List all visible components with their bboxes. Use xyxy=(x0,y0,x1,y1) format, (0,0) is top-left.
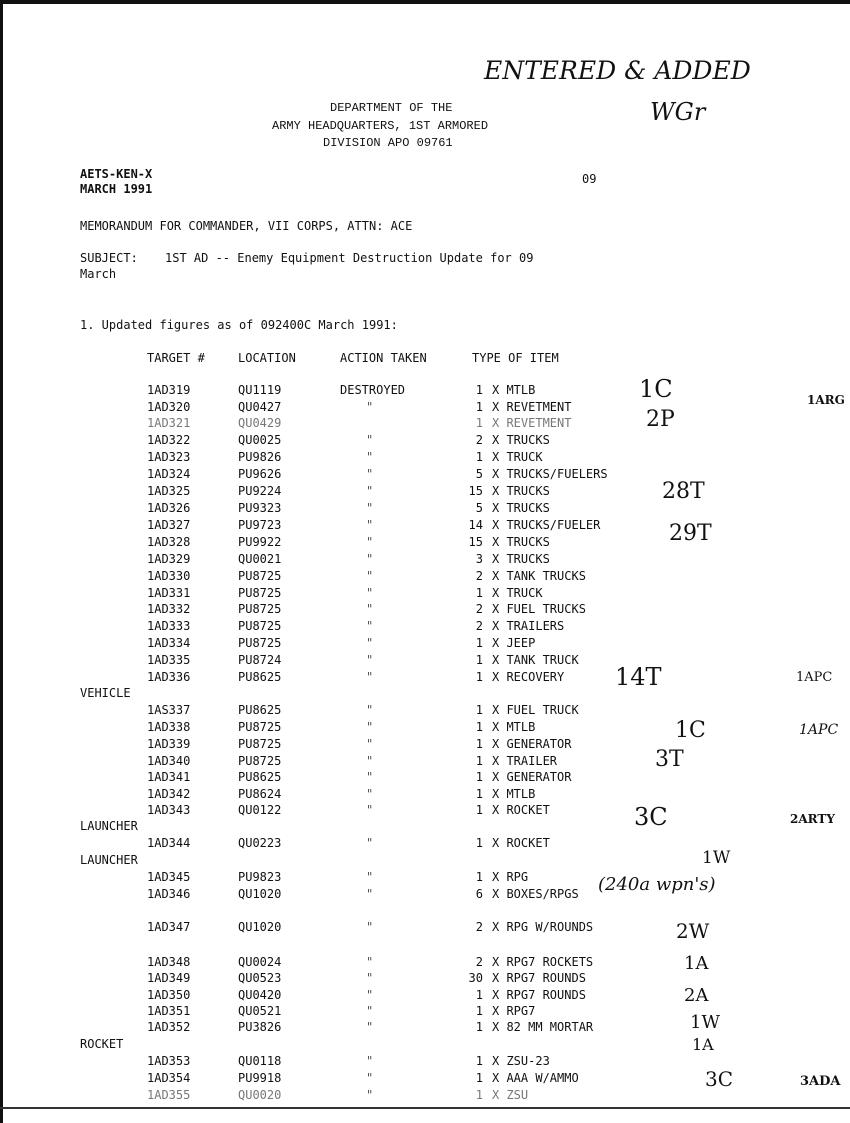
cell-quantity: 1 xyxy=(475,636,483,650)
note-3c-a: 3C xyxy=(634,803,668,831)
note-1c-b: 1C xyxy=(675,718,706,743)
cell-item: X TRUCKS xyxy=(492,535,550,549)
cell-quantity: 1 xyxy=(475,720,483,734)
cell-quantity: 2 xyxy=(475,433,483,447)
cell-action: " xyxy=(366,955,374,969)
row-continuation: LAUNCHER xyxy=(80,819,138,833)
cell-location: PU8725 xyxy=(238,636,282,650)
cell-location: QU0523 xyxy=(238,971,282,985)
cell-target: 1AD341 xyxy=(147,770,191,784)
cell-quantity: 1 xyxy=(475,754,483,768)
cell-quantity: 1 xyxy=(475,1071,483,1085)
cell-quantity: 3 xyxy=(475,552,483,566)
cell-target: 1AD338 xyxy=(147,720,191,734)
cell-item: X ZSU xyxy=(492,1088,529,1102)
note-1arg: 1ARG xyxy=(807,393,845,407)
cell-action: " xyxy=(366,400,374,414)
cell-action: " xyxy=(366,720,374,734)
cell-action: " xyxy=(366,703,374,717)
cell-location: QU0020 xyxy=(238,1088,282,1102)
cell-item: X TRUCKS xyxy=(492,433,550,447)
cell-action: " xyxy=(366,484,374,498)
cell-item: X TANK TRUCKS xyxy=(492,569,586,583)
cell-quantity: 1 xyxy=(475,870,483,884)
paragraph-1: 1. Updated figures as of 092400C March 1991: xyxy=(80,318,398,332)
cell-item: X ROCKET xyxy=(492,803,550,817)
cell-target: 1AD329 xyxy=(147,552,191,566)
cell-item: X MTLB xyxy=(492,787,536,801)
cell-action: " xyxy=(366,988,374,1002)
cell-action: " xyxy=(366,920,374,934)
cell-action: " xyxy=(366,870,374,884)
cell-target: 1AD349 xyxy=(147,971,191,985)
cell-target: 1AD320 xyxy=(147,400,191,414)
cell-target: 1AD347 xyxy=(147,920,191,934)
cell-action: " xyxy=(366,1020,374,1034)
cell-item: X TRAILERS xyxy=(492,619,565,633)
row-continuation: LAUNCHER xyxy=(80,853,138,867)
memo-date: MARCH 1991 xyxy=(80,182,153,196)
cell-target: 1AD335 xyxy=(147,653,191,667)
cell-location: PU8725 xyxy=(238,586,282,600)
cell-target: 1AD352 xyxy=(147,1020,191,1034)
cell-item: X RPG W/ROUNDS xyxy=(492,920,594,934)
header-action: ACTION TAKEN xyxy=(340,351,427,365)
cell-action: " xyxy=(366,1054,374,1068)
cell-target: 1AD344 xyxy=(147,836,191,850)
cell-quantity: 15 xyxy=(468,535,483,549)
cell-location: PU8724 xyxy=(238,653,282,667)
cell-target: 1AD355 xyxy=(147,1088,191,1102)
cell-item: X TRUCKS xyxy=(492,552,550,566)
note-1apc-a: 1APC xyxy=(796,670,833,685)
scan-border-left xyxy=(0,0,3,1123)
cell-quantity: 1 xyxy=(475,383,483,397)
cell-item: X MTLB xyxy=(492,720,536,734)
cell-location: QU0420 xyxy=(238,988,282,1002)
note-2a: 2A xyxy=(684,985,709,1006)
cell-target: 1AD323 xyxy=(147,450,191,464)
note-1c-a: 1C xyxy=(639,375,673,403)
cell-item: X FUEL TRUCKS xyxy=(492,602,586,616)
note-3ada: 3ADA xyxy=(800,1074,841,1089)
handwritten-entered-added: ENTERED & ADDED xyxy=(484,56,751,85)
cell-action: " xyxy=(366,636,374,650)
cell-action: " xyxy=(366,1088,374,1102)
cell-item: X AAA W/AMMO xyxy=(492,1071,579,1085)
cell-quantity: 2 xyxy=(475,619,483,633)
note-29t: 29T xyxy=(669,521,712,546)
handwritten-initials: WGr xyxy=(650,98,706,126)
cell-item: X ZSU-23 xyxy=(492,1054,550,1068)
cell-quantity: 1 xyxy=(475,1054,483,1068)
cell-item: X TRUCK xyxy=(492,586,543,600)
cell-action: " xyxy=(366,754,374,768)
cell-target: 1AD351 xyxy=(147,1004,191,1018)
cell-quantity: 2 xyxy=(475,569,483,583)
cell-action: " xyxy=(366,737,374,751)
cell-item: X RPG xyxy=(492,870,529,884)
cell-location: QU0118 xyxy=(238,1054,282,1068)
cell-quantity: 1 xyxy=(475,737,483,751)
subject-label: SUBJECT: xyxy=(80,251,138,265)
note-14t: 14T xyxy=(615,663,662,691)
subject-line-2: March xyxy=(80,267,117,281)
cell-target: 1AD345 xyxy=(147,870,191,884)
cell-target: 1AD331 xyxy=(147,586,191,600)
cell-quantity: 2 xyxy=(475,920,483,934)
cell-target: 1AD354 xyxy=(147,1071,191,1085)
cell-quantity: 1 xyxy=(475,586,483,600)
cell-action: " xyxy=(366,1071,374,1085)
cell-item: X RPG7 ROUNDS xyxy=(492,971,586,985)
cell-target: 1AD336 xyxy=(147,670,191,684)
cell-target: 1AD334 xyxy=(147,636,191,650)
cell-location: QU0024 xyxy=(238,955,282,969)
memo-day: 09 xyxy=(582,172,597,186)
cell-item: X ROCKET xyxy=(492,836,550,850)
cell-location: PU9918 xyxy=(238,1071,282,1085)
cell-item: X TRUCKS/FUELERS xyxy=(492,467,608,481)
cell-quantity: 5 xyxy=(475,501,483,515)
cell-location: PU9922 xyxy=(238,535,282,549)
cell-item: X JEEP xyxy=(492,636,536,650)
note-2arty: 2ARTY xyxy=(790,812,835,826)
cell-action: " xyxy=(366,619,374,633)
cell-quantity: 15 xyxy=(468,484,483,498)
cell-location: PU8625 xyxy=(238,703,282,717)
cell-target: 1AD343 xyxy=(147,803,191,817)
cell-action: " xyxy=(366,552,374,566)
cell-action: " xyxy=(366,518,374,532)
cell-action: " xyxy=(366,450,374,464)
cell-item: X TRUCKS xyxy=(492,484,550,498)
cell-target: 1AD353 xyxy=(147,1054,191,1068)
cell-location: PU8625 xyxy=(238,670,282,684)
letterhead-line-1: DEPARTMENT OF THE xyxy=(330,101,453,115)
note-1w-b: 1W xyxy=(690,1012,720,1033)
cell-location: QU0025 xyxy=(238,433,282,447)
cell-item: X REVETMENT xyxy=(492,416,572,430)
cell-quantity: 1 xyxy=(475,770,483,784)
cell-target: 1AD330 xyxy=(147,569,191,583)
cell-quantity: 1 xyxy=(475,1088,483,1102)
row-continuation: VEHICLE xyxy=(80,686,131,700)
header-target: TARGET # xyxy=(147,351,205,365)
cell-item: X FUEL TRUCK xyxy=(492,703,579,717)
cell-item: X RPG7 ROUNDS xyxy=(492,988,586,1002)
cell-location: QU0429 xyxy=(238,416,282,430)
note-2w: 2W xyxy=(676,919,710,943)
cell-item: X BOXES/RPGS xyxy=(492,887,579,901)
cell-item: X RPG7 xyxy=(492,1004,536,1018)
cell-action: " xyxy=(366,467,374,481)
cell-location: PU8725 xyxy=(238,720,282,734)
cell-quantity: 5 xyxy=(475,467,483,481)
cell-location: PU9323 xyxy=(238,501,282,515)
cell-location: PU8624 xyxy=(238,787,282,801)
cell-action: " xyxy=(366,887,374,901)
cell-location: QU0427 xyxy=(238,400,282,414)
cell-location: PU8625 xyxy=(238,770,282,784)
cell-location: PU9826 xyxy=(238,450,282,464)
letterhead-line-2: ARMY HEADQUARTERS, 1ST ARMORED xyxy=(272,119,489,133)
cell-action: " xyxy=(366,653,374,667)
cell-location: PU9224 xyxy=(238,484,282,498)
note-1apc-b: 1APC xyxy=(799,722,839,738)
cell-quantity: 1 xyxy=(475,1004,483,1018)
cell-target: 1AD350 xyxy=(147,988,191,1002)
cell-target: 1AD325 xyxy=(147,484,191,498)
cell-action: " xyxy=(366,586,374,600)
cell-action: " xyxy=(366,535,374,549)
subject-line-1: 1ST AD -- Enemy Equipment Destruction Update for 09 xyxy=(165,251,534,265)
cell-location: QU0021 xyxy=(238,552,282,566)
cell-action: " xyxy=(366,971,374,985)
cell-item: X TRUCK xyxy=(492,450,543,464)
cell-item: X TRAILER xyxy=(492,754,558,768)
scan-border-top xyxy=(0,0,850,4)
cell-location: QU0223 xyxy=(238,836,282,850)
note-240-weapons: (240a wpn's) xyxy=(598,874,716,895)
cell-target: 1AD324 xyxy=(147,467,191,481)
letterhead-line-3: DIVISION APO 09761 xyxy=(323,136,453,150)
cell-item: X RPG7 ROCKETS xyxy=(492,955,594,969)
cell-item: X TRUCKS xyxy=(492,501,550,515)
cell-location: PU8725 xyxy=(238,602,282,616)
cell-quantity: 1 xyxy=(475,988,483,1002)
cell-location: PU8725 xyxy=(238,737,282,751)
cell-item: X GENERATOR xyxy=(492,737,572,751)
row-continuation: ROCKET xyxy=(80,1037,124,1051)
cell-action: " xyxy=(366,501,374,515)
cell-item: X REVETMENT xyxy=(492,400,572,414)
cell-item: X TRUCKS/FUELER xyxy=(492,518,601,532)
cell-target: 1AD333 xyxy=(147,619,191,633)
cell-target: 1AD346 xyxy=(147,887,191,901)
office-symbol: AETS-KEN-X xyxy=(80,167,153,181)
cell-target: 1AD319 xyxy=(147,383,191,397)
cell-target: 1AD342 xyxy=(147,787,191,801)
cell-quantity: 1 xyxy=(475,787,483,801)
cell-action: " xyxy=(366,569,374,583)
note-3c-b: 3C xyxy=(705,1067,734,1091)
cell-location: PU8725 xyxy=(238,569,282,583)
note-1a-b: 1A xyxy=(692,1035,714,1054)
cell-location: QU0521 xyxy=(238,1004,282,1018)
cell-location: QU1119 xyxy=(238,383,282,397)
cell-item: X MTLB xyxy=(492,383,536,397)
cell-action: " xyxy=(366,787,374,801)
cell-action: DESTROYED xyxy=(340,383,406,397)
cell-quantity: 1 xyxy=(475,703,483,717)
cell-location: QU0122 xyxy=(238,803,282,817)
cell-target: 1AD327 xyxy=(147,518,191,532)
cell-target: 1AD328 xyxy=(147,535,191,549)
cell-quantity: 2 xyxy=(475,955,483,969)
cell-action: " xyxy=(366,602,374,616)
cell-action: " xyxy=(366,803,374,817)
cell-target: 1AD332 xyxy=(147,602,191,616)
cell-location: PU9626 xyxy=(238,467,282,481)
cell-quantity: 1 xyxy=(475,670,483,684)
cell-quantity: 1 xyxy=(475,803,483,817)
cell-target: 1AD326 xyxy=(147,501,191,515)
cell-item: X 82 MM MORTAR xyxy=(492,1020,594,1034)
note-3t: 3T xyxy=(655,747,684,772)
cell-action: " xyxy=(366,433,374,447)
cell-location: QU1020 xyxy=(238,920,282,934)
cell-target: 1AD322 xyxy=(147,433,191,447)
cell-location: PU9823 xyxy=(238,870,282,884)
cell-location: QU1020 xyxy=(238,887,282,901)
note-2p: 2P xyxy=(646,407,675,432)
header-location: LOCATION xyxy=(238,351,296,365)
cell-quantity: 30 xyxy=(468,971,483,985)
cell-quantity: 6 xyxy=(475,887,483,901)
header-type: TYPE OF ITEM xyxy=(472,351,559,365)
scan-border-bottom xyxy=(0,1107,850,1109)
cell-quantity: 1 xyxy=(475,400,483,414)
note-28t: 28T xyxy=(662,479,705,504)
cell-target: 1AD348 xyxy=(147,955,191,969)
cell-location: PU3826 xyxy=(238,1020,282,1034)
cell-target: 1AD339 xyxy=(147,737,191,751)
cell-quantity: 1 xyxy=(475,416,483,430)
cell-item: X TANK TRUCK xyxy=(492,653,579,667)
cell-item: X RECOVERY xyxy=(492,670,565,684)
cell-target: 1AD321 xyxy=(147,416,191,430)
cell-action: " xyxy=(366,836,374,850)
cell-item: X GENERATOR xyxy=(492,770,572,784)
cell-action: " xyxy=(366,770,374,784)
cell-quantity: 1 xyxy=(475,450,483,464)
cell-location: PU8725 xyxy=(238,754,282,768)
cell-quantity: 1 xyxy=(475,1020,483,1034)
cell-target: 1AS337 xyxy=(147,703,191,717)
cell-action: " xyxy=(366,1004,374,1018)
cell-target: 1AD340 xyxy=(147,754,191,768)
cell-quantity: 1 xyxy=(475,653,483,667)
note-1a-a: 1A xyxy=(684,953,709,974)
note-1w-a: 1W xyxy=(702,848,731,868)
cell-quantity: 1 xyxy=(475,836,483,850)
cell-quantity: 14 xyxy=(468,518,483,532)
cell-quantity: 2 xyxy=(475,602,483,616)
cell-location: PU9723 xyxy=(238,518,282,532)
cell-action: " xyxy=(366,670,374,684)
memorandum-for: MEMORANDUM FOR COMMANDER, VII CORPS, ATTN: ACE xyxy=(80,219,413,233)
cell-location: PU8725 xyxy=(238,619,282,633)
